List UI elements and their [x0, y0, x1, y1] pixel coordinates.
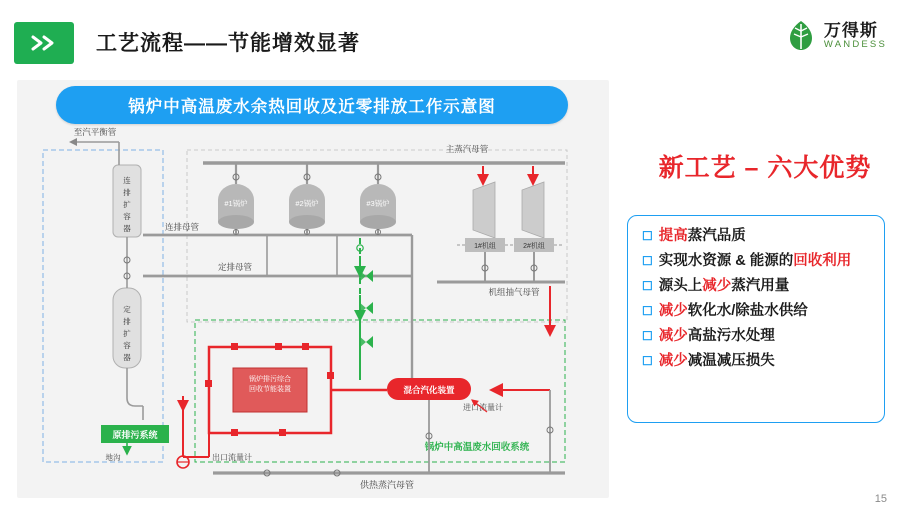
list-item [642, 326, 884, 347]
brand-logo [717, 12, 887, 60]
leaf-logo-icon [784, 19, 818, 53]
svg-text:容: 容 [123, 341, 131, 350]
svg-text:主蒸汽母管: 主蒸汽母管 [445, 144, 489, 154]
svg-text:器: 器 [123, 224, 131, 233]
checkbox-icon: ☐ [642, 229, 653, 243]
svg-text:器: 器 [123, 353, 131, 362]
checkbox-icon: ☐ [642, 354, 653, 369]
svg-text:排: 排 [123, 317, 131, 326]
advantage-text-1: 提高蒸汽品质 [658, 228, 746, 244]
svg-text:#3锅炉: #3锅炉 [366, 199, 390, 208]
list-item [642, 351, 884, 372]
svg-text:至汽平衡管: 至汽平衡管 [73, 127, 117, 137]
page-title: 工艺流程——节能增效显著 [96, 32, 360, 55]
svg-text:出口流量计: 出口流量计 [212, 453, 252, 462]
svg-text:1#机组: 1#机组 [474, 243, 496, 250]
svg-text:混合汽化装置: 混合汽化装置 [403, 385, 455, 395]
checkbox-icon: ☐ [642, 304, 653, 319]
list-item [642, 226, 884, 247]
svg-text:2#机组: 2#机组 [523, 243, 545, 250]
advantages-title: 新工艺 – 六大优势 [658, 154, 872, 182]
advantage-text-2: 实现水资源 & 能源的回收利用 [658, 253, 852, 270]
list-item [642, 276, 884, 297]
svg-text:#1锅炉: #1锅炉 [224, 199, 248, 208]
checkbox-icon: ☐ [642, 329, 653, 344]
advantages-box [627, 215, 885, 423]
svg-text:定: 定 [123, 305, 131, 314]
svg-text:扩: 扩 [123, 200, 131, 209]
svg-text:锅炉中高温废水回收系统: 锅炉中高温废水回收系统 [424, 442, 530, 453]
svg-text:机组抽气母管: 机组抽气母管 [488, 287, 540, 297]
svg-text:扩: 扩 [123, 329, 131, 338]
svg-text:连: 连 [123, 176, 131, 185]
checkbox-icon: ☐ [642, 254, 653, 269]
diagram-title: 锅炉中高温废水余热回收及近零排放工作示意图 [56, 86, 568, 124]
svg-text:回收节能装置: 回收节能装置 [249, 386, 291, 393]
svg-text:连排母管: 连排母管 [164, 222, 200, 232]
logo-text-cn: 万得斯 [823, 21, 878, 41]
page-number: 15 [874, 493, 887, 505]
logo-text-en: WANDESS [823, 38, 887, 50]
double-chevron-right-icon [27, 33, 61, 53]
advantage-text-3: 源头上减少蒸汽用量 [658, 278, 790, 295]
svg-text:地沟: 地沟 [105, 453, 121, 462]
advantage-text-6: 减少减温减压损失 [658, 353, 775, 370]
list-item [642, 251, 884, 272]
process-flow-diagram [17, 80, 609, 498]
list-item [642, 301, 884, 322]
svg-text:排: 排 [123, 188, 131, 197]
advantage-text-5: 减少高盐污水处理 [658, 328, 775, 345]
chevron-badge [14, 22, 74, 64]
advantage-text-4: 减少软化水/除盐水供给 [658, 303, 808, 320]
svg-text:原排污系统: 原排污系统 [112, 430, 158, 440]
checkbox-icon: ☐ [642, 279, 653, 294]
svg-text:#2锅炉: #2锅炉 [295, 199, 319, 208]
svg-text:供热蒸汽母管: 供热蒸汽母管 [359, 480, 415, 490]
svg-text:锅炉排污综合: 锅炉排污综合 [249, 376, 291, 383]
svg-text:定排母管: 定排母管 [217, 262, 253, 272]
svg-text:进口流量计: 进口流量计 [463, 403, 503, 412]
svg-text:容: 容 [123, 212, 131, 221]
